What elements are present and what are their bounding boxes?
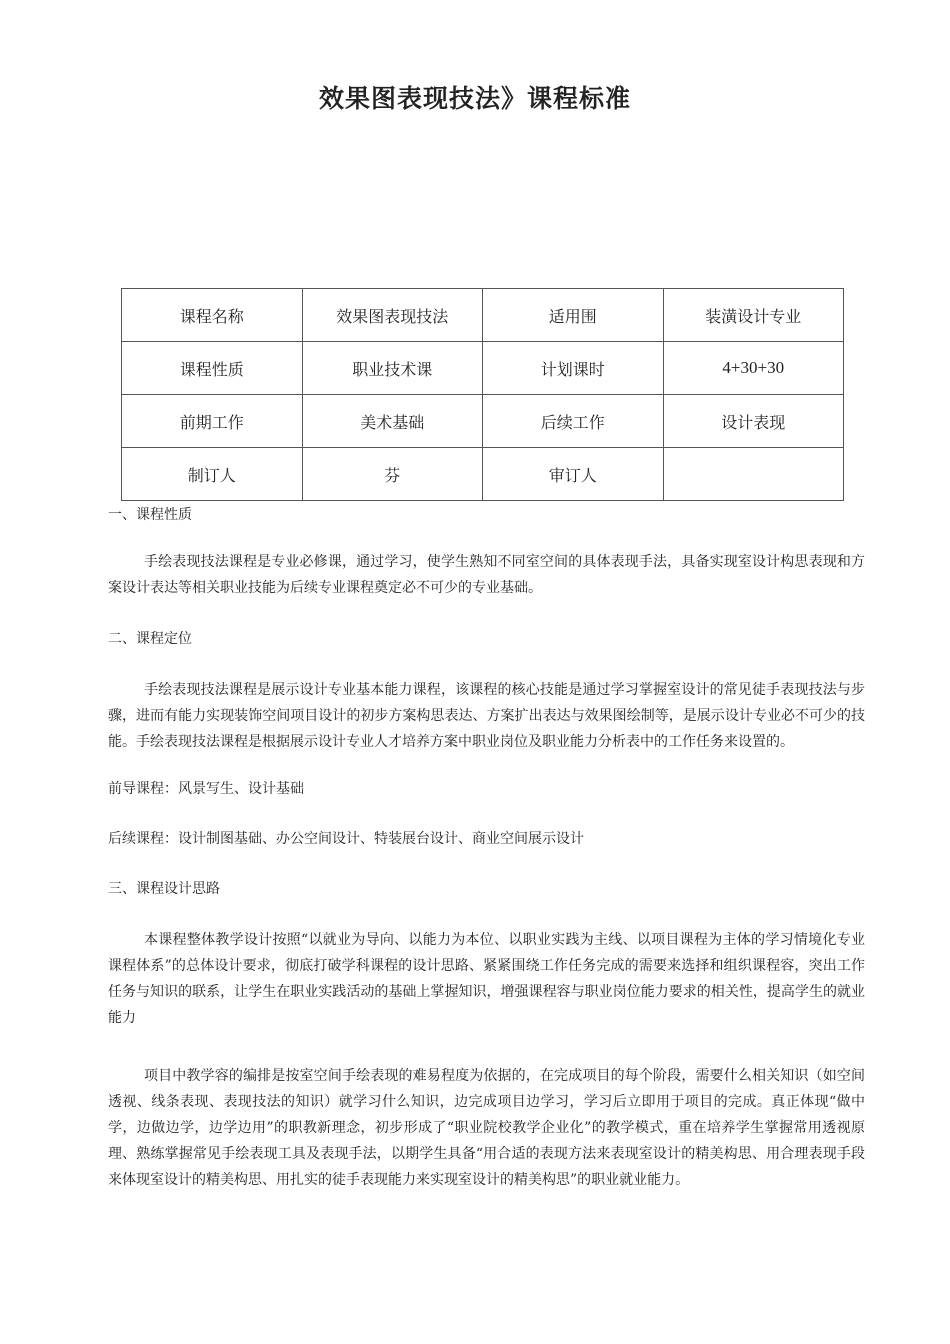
course-info-table xyxy=(121,288,844,501)
paragraph: 项目中教学容的编排是按室空间手绘表现的难易程度为依据的，在完成项目的每个阶段，需要什么相关知识（如空间透视、线条表现、表现技法的知识）就学习什么知识，边完成项目边学习，学习后立即用于项目的完成。真正体现“做中学，边做边学，边学边用”的职教新理念，初步形成了“职业院校教学企业化”的教学模式，重在培养学生掌握常用透视原理、熟练掌握常见手绘表现工具及表现手法，以期学生具备“用合适的表现方法来表现室设计的精美构思、用合理表现手段来体现室设计的精美构思、用扎实的徒手表现能力来实现室设计的精美构思”的职业就业能力。 xyxy=(108,1068,865,1188)
table-row xyxy=(122,395,844,448)
table-row xyxy=(122,342,844,395)
table-cell: 计划课时 xyxy=(483,342,664,395)
table-cell xyxy=(663,448,844,501)
table-cell: 制订人 xyxy=(122,448,303,501)
table-cell: 前期工作 xyxy=(122,395,303,448)
document-body xyxy=(108,503,865,1193)
table-cell: 芬 xyxy=(302,448,483,501)
table-cell: 适用围 xyxy=(483,289,664,342)
section-heading: 一、课程性质 xyxy=(108,507,192,523)
page-title: 效果图表现技法》课程标准 xyxy=(318,84,631,113)
table-cell: 装潢设计专业 xyxy=(663,289,844,342)
followup-courses: 后续课程：设计制图基础、办公空间设计、特装展台设计、商业空间展示设计 xyxy=(108,831,584,847)
paragraph: 手绘表现技法课程是展示设计专业基本能力课程，该课程的核心技能是通过学习掌握室设计的常见徒手表现技法与步骤，进而有能力实现装饰空间项目设计的初步方案构思表达、方案扩出表达与效果图绘制等，是展示设计专业必不可少的技能。手绘表现技法课程是根据展示设计专业人才培养方案中职业岗位及职业能力分析表中的工作任务来设置的。 xyxy=(108,682,865,750)
table-cell: 设计表现 xyxy=(663,395,844,448)
table-cell: 美术基础 xyxy=(302,395,483,448)
table-row xyxy=(122,289,844,342)
table-cell: 审订人 xyxy=(483,448,664,501)
table-row xyxy=(122,448,844,501)
paragraph: 手绘表现技法课程是专业必修课，通过学习，使学生熟知不同室空间的具体表现手法，具备实现室设计构思表现和方案设计表达等相关职业技能为后续专业课程奠定必不可少的专业基础。 xyxy=(108,554,865,596)
table-cell: 课程性质 xyxy=(122,342,303,395)
section-heading: 二、课程定位 xyxy=(108,631,192,647)
section-heading: 三、课程设计思路 xyxy=(108,881,220,897)
table-cell: 效果图表现技法 xyxy=(302,289,483,342)
table-cell: 4+30+30 xyxy=(663,342,844,395)
table-cell: 职业技术课 xyxy=(302,342,483,395)
paragraph: 本课程整体教学设计按照“以就业为导向、以能力为本位、以职业实践为主线、以项目课程为主体的学习情境化专业课程体系”的总体设计要求，彻底打破学科课程的设计思路、紧紧围绕工作任务完成的需要来选择和组织课程容，突出工作任务与知识的联系，让学生在职业实践活动的基础上掌握知识，增强课程容与职业岗位能力要求的相关性，提高学生的就业能力 xyxy=(108,932,865,1026)
table-cell: 课程名称 xyxy=(122,289,303,342)
prereq-courses: 前导课程：风景写生、设计基础 xyxy=(108,781,304,797)
table-cell: 后续工作 xyxy=(483,395,664,448)
